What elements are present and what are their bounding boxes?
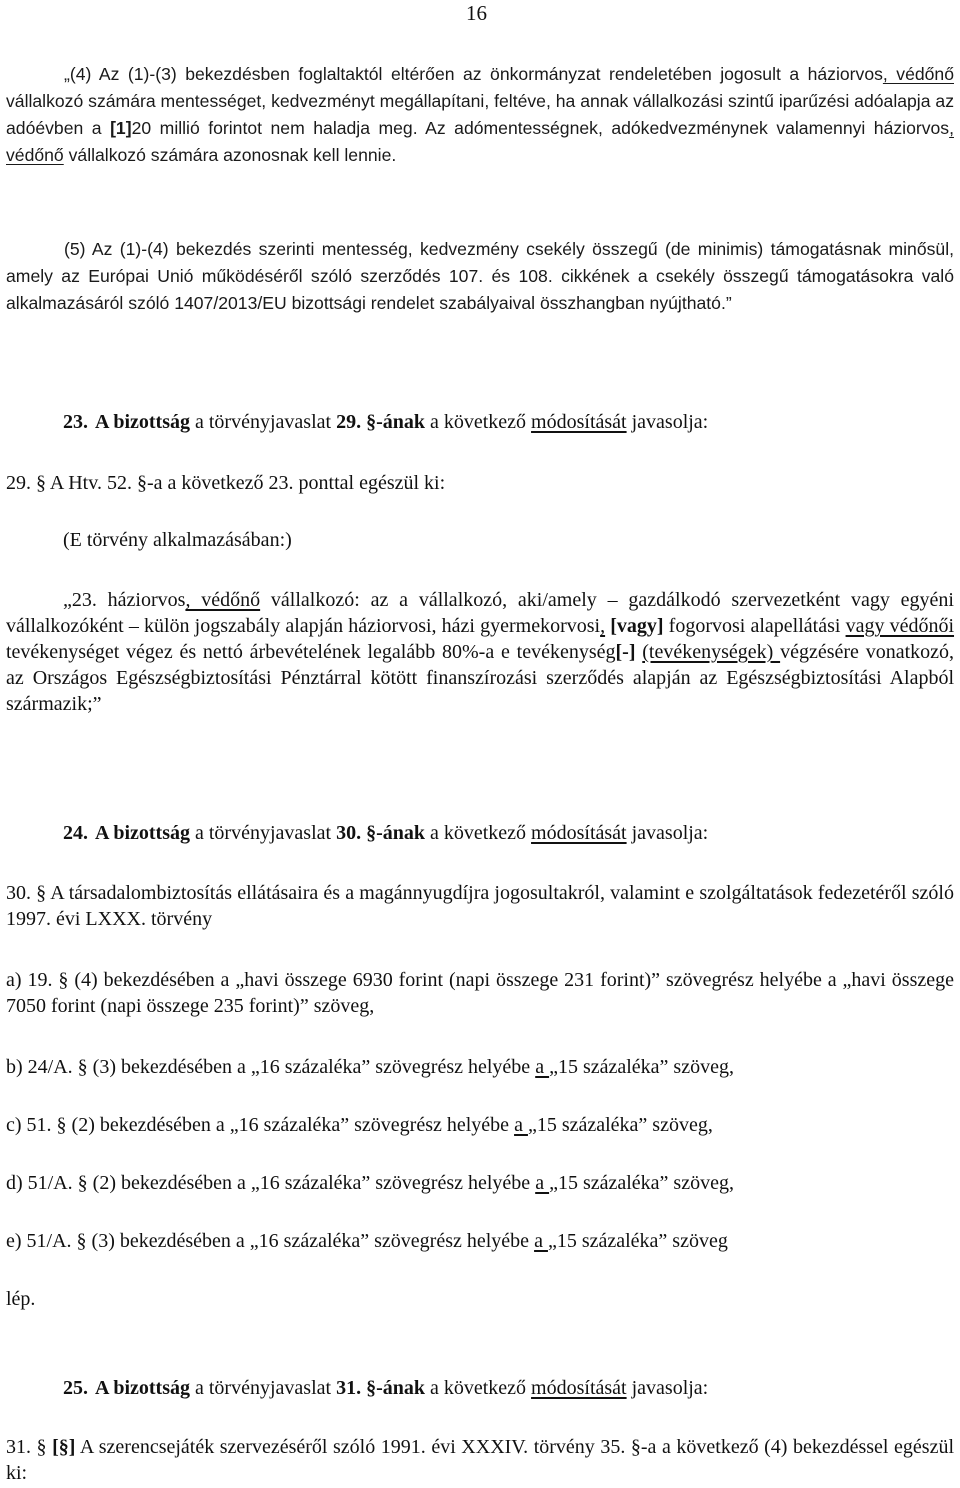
- section-heading-23: 23. A bizottság a törvényjavaslat 29. §-ának a következő módosítását javasolja:: [63, 411, 709, 433]
- paragraph-4: „(4) Az (1)-(3) bekezdésben foglaltaktól eltérően az önkormányzat rendeletében jogosult a háziorvos, védőnő vállalkozó számára mentességet, kedvezményt megállapítani, feltéve, ha annak vállalkozási szintű iparűzési adóalapja az adóévben a [1]20 millió forintot nem haladja meg. Az adómentességnek, adókedvezménynek valamennyi háziorvos, védőnő vállalkozó számára azonosnak kell lennie.: [6, 64, 954, 165]
- deleted-text: [1]: [110, 118, 132, 138]
- page-number: 16: [466, 1, 487, 25]
- inserted-text: , védőnő: [6, 118, 954, 165]
- section-heading-25: 25. A bizottság a törvényjavaslat 31. §-ának a következő módosítását javasolja:: [63, 1377, 709, 1399]
- amendment-29-intro: 29. § A Htv. 52. §-a a következő 23. ponttal egészül ki:: [6, 472, 446, 494]
- item-c: c) 51. § (2) bekezdésében a „16 százaléka” szövegrész helyébe a „15 százaléka” szöveg,: [6, 1114, 713, 1136]
- amendment-30-intro: 30. § A társadalombiztosítás ellátásaira és a magánnyugdíjra jogosultakról, valamint e szolgáltatások fedezetéről szóló 1997. évi LXXX. törvény: [6, 882, 954, 930]
- definition-23: „23. háziorvos, védőnő vállalkozó: az a vállalkozó, aki/amely – gazdálkodó szervezetként vagy egyéni vállalkozóként – külön jogszabály alapján háziorvosi, házi gyermekorvosi, [vagy] fogorvosi alapellátási vagy védőnői tevékenységet végez és nettó árbevételének legalább 80%-a e tevékenység[-] (tevékenységek) végzésére vonatkozó, az Országos Egészségbiztosítási Pénztárral kötött finanszírozási szerződés alapján az Egészségbiztosítási Alapból származik;”: [6, 589, 955, 715]
- context-note: (E törvény alkalmazásában:): [63, 529, 292, 551]
- section-heading-24: 24. A bizottság a törvényjavaslat 30. §-ának a következő módosítását javasolja:: [63, 822, 709, 844]
- lep-text: lép.: [6, 1288, 36, 1310]
- paragraph-5: (5) Az (1)-(4) bekezdés szerinti mentesség, kedvezmény csekély összegű (de minimis) támogatásnak minősül, amely az Európai Unió működéséről szóló szerződés 107. és 108. cikkének a csekély összegű támogatásokra való alkalmazásáról szóló 1407/2013/EU bizottsági rendelet szabályaival összhangban nyújtható.”: [6, 239, 954, 313]
- item-d: d) 51/A. § (2) bekezdésében a „16 százaléka” szövegrész helyébe a „15 százaléka” szöveg,: [6, 1172, 734, 1194]
- inserted-text: , védőnő: [882, 64, 954, 84]
- amendment-31-intro: 31. § [§] A szerencsejáték szervezéséről szóló 1991. évi XXXIV. törvény 35. §-a a következő (4) bekezdéssel egészül ki:: [6, 1436, 955, 1484]
- item-a: a) 19. § (4) bekezdésében a „havi összege 6930 forint (napi összege 231 forint)” szövegrész helyébe a „havi összege 7050 forint (napi összege 235 forint)” szöveg,: [6, 969, 954, 1017]
- item-b: b) 24/A. § (3) bekezdésében a „16 százaléka” szövegrész helyébe a „15 százaléka” szöveg,: [6, 1056, 734, 1078]
- item-e: e) 51/A. § (3) bekezdésében a „16 százaléka” szövegrész helyébe a „15 százaléka” szöveg: [6, 1230, 728, 1252]
